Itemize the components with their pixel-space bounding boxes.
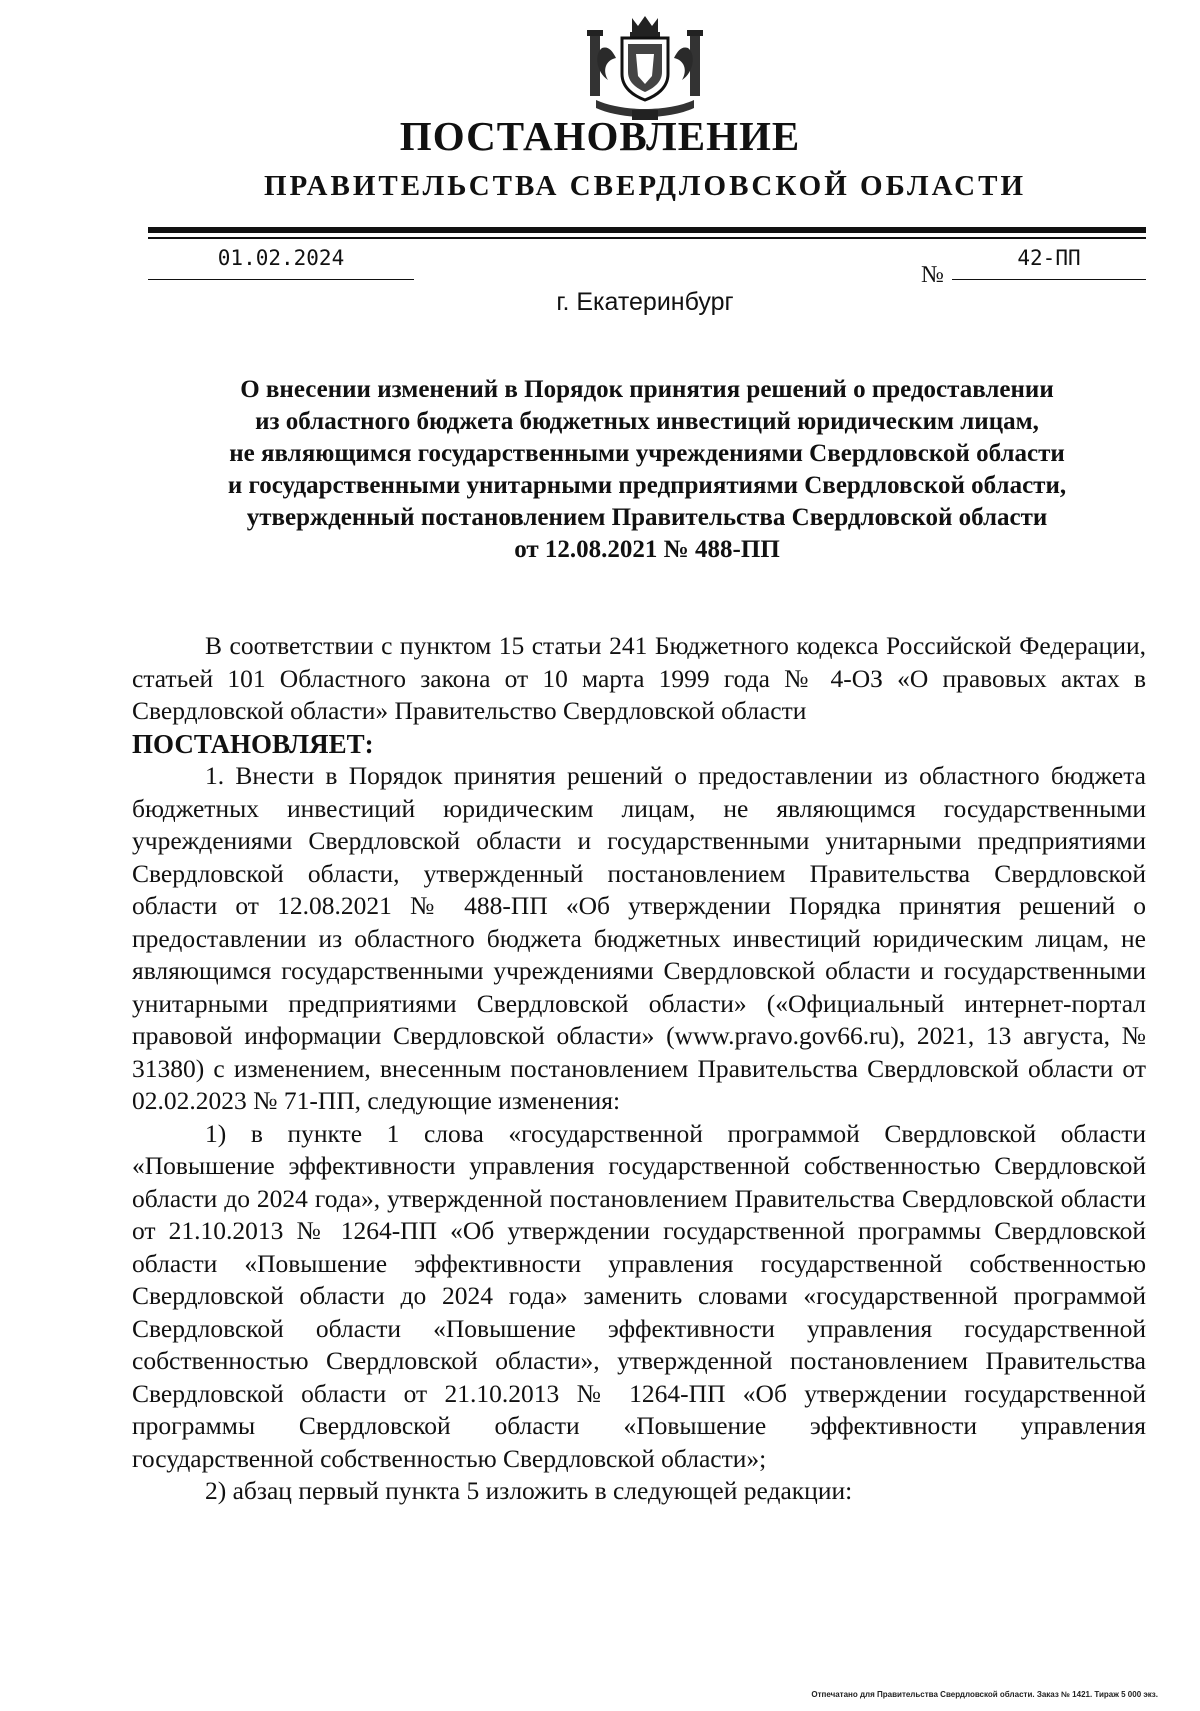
document-body (132, 630, 1146, 1508)
header-divider-thick (148, 227, 1146, 233)
heading-line: не являющимся государственными учреждениями Свердловской области (229, 440, 1065, 467)
header-divider-thin (148, 237, 1146, 239)
heading-line: и государственными унитарными предприятиями Свердловской области, (227, 472, 1067, 499)
document-number: 42-ПП (952, 245, 1146, 280)
heading-line: от 12.08.2021 № 488-ПП (514, 536, 780, 563)
decree-word: ПОСТАНОВЛЯЕТ: (132, 728, 374, 759)
print-info-footer: Отпечатано для Правительства Свердловской области. Заказ № 1421. Тираж 5 000 экз. (811, 1690, 1158, 1699)
body-paragraph: 1) в пункте 1 слова «государственной программой Свердловской области «Повышение эффективности управления государственной собственностью Свердловской области до 2024 года», утвержденной постановлением Правительства Свердловской области от 21.10.2013 № 1264-ПП «Об утверждении государственной программы Свердловской области «Повышение эффективности управления государственной собственностью Свердловской области до 2024 года» заменить словами «государственной программой Свердловской области «Повышение эффективности управления государственной собственностью Свердловской области», утвержденной постановлением Правительства Свердловской области от 21.10.2013 № 1264-ПП «Об утверждении государственной программы Свердловской области «Повышение эффективности управления государственной собственностью Свердловской области»; (132, 1118, 1146, 1473)
document-date: 01.02.2024 (148, 245, 414, 280)
body-paragraph: 2) абзац первый пункта 5 изложить в следующей редакции: (205, 1476, 853, 1505)
preamble-paragraph: В соответствии с пунктом 15 статьи 241 Бюджетного кодекса Российской Федерации, статьей 101 Областного закона от 10 марта 1999 года № 4-ОЗ «О правовых актах в Свердловской области» Правительство Свердловской области (132, 631, 1146, 725)
document-heading (148, 374, 1146, 566)
place-of-issue: г. Екатеринбург (556, 288, 734, 316)
heading-line: утвержденный постановлением Правительства Свердловской области (246, 504, 1048, 531)
issuer-title: ПРАВИТЕЛЬСТВА СВЕРДЛОВСКОЙ ОБЛАСТИ (263, 170, 1027, 202)
document-type-title: ПОСТАНОВЛЕНИЕ (399, 113, 801, 159)
number-sign: № (921, 262, 944, 288)
body-paragraph: 1. Внести в Порядок принятия решений о предоставлении из областного бюджета бюджетных инвестиций юридическим лицам, не являющимся государственными учреждениями Свердловской области и государственными унитарными предприятиями Свердловской области, утвержденный постановлением Правительства Свердловской области от 12.08.2021 № 488-ПП «Об утверждении Порядка принятия решений о предоставлении из областного бюджета бюджетных инвестиций юридическим лицам, не являющимся государственными учреждениями Свердловской области и государственными унитарными предприятиями Свердловской области» («Официальный интернет-портал правовой информации Свердловской области» (www.pravo.gov66.ru), 2021, 13 августа, № 31380) с изменением, внесенным постановлением Правительства Свердловской области от 02.02.2023 № 71-ПП, следующие изменения: (132, 761, 1146, 1115)
heading-line: О внесении изменений в Порядок принятия решений о предоставлении (240, 376, 1054, 403)
coat-of-arms-emblem (572, 14, 718, 124)
heading-line: из областного бюджета бюджетных инвестиций юридическим лицам, (255, 408, 1039, 435)
